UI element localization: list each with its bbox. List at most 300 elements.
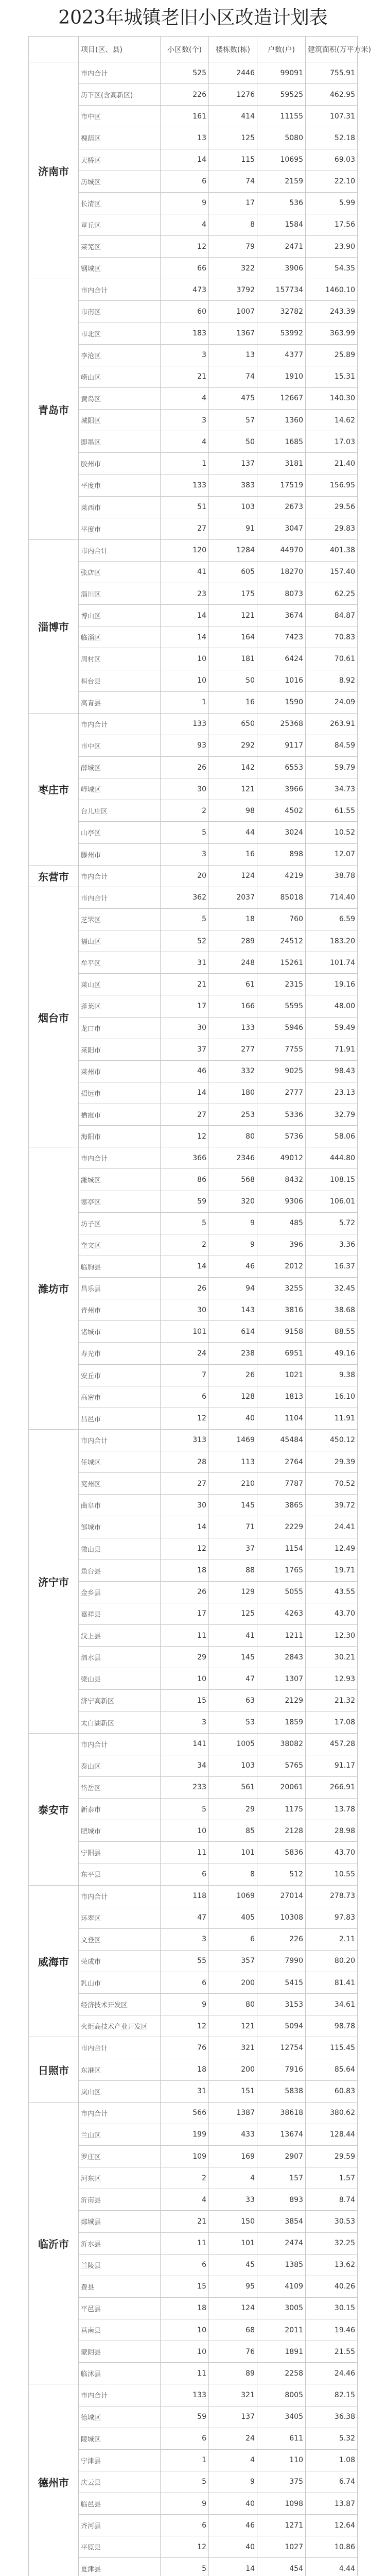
- buildings-cell: 63: [209, 1690, 257, 1711]
- residential-cell: 5: [161, 2558, 209, 2576]
- residential-cell: 14: [161, 1516, 209, 1538]
- residential-cell: 118: [161, 1885, 209, 1907]
- area-cell: 5.99: [306, 192, 358, 214]
- residential-cell: 41: [161, 561, 209, 583]
- buildings-cell: 40: [209, 2536, 257, 2558]
- buildings-cell: 129: [209, 1581, 257, 1603]
- district-name: 历下区(含高新区): [79, 84, 161, 106]
- residential-cell: 18: [161, 2059, 209, 2080]
- households-cell: 9158: [257, 1321, 306, 1343]
- district-name: 莱芜区: [79, 236, 161, 258]
- district-name: 招远市: [79, 1082, 161, 1104]
- residential-cell: 21: [161, 974, 209, 995]
- residential-cell: 525: [161, 62, 209, 84]
- district-name: 沂水县: [79, 2232, 161, 2254]
- buildings-cell: 125: [209, 127, 257, 149]
- district-name: 高密市: [79, 1386, 161, 1408]
- households-cell: 20061: [257, 1776, 306, 1798]
- residential-cell: 6: [161, 2254, 209, 2276]
- residential-cell: 7: [161, 1364, 209, 1386]
- buildings-cell: 121: [209, 778, 257, 800]
- buildings-cell: 46: [209, 1256, 257, 1277]
- residential-cell: 6: [161, 2428, 209, 2449]
- households-cell: 2673: [257, 496, 306, 518]
- area-cell: 59.49: [306, 1017, 358, 1039]
- buildings-cell: 561: [209, 1776, 257, 1798]
- households-cell: 1154: [257, 1538, 306, 1560]
- buildings-cell: 9: [209, 2471, 257, 2493]
- district-name: 宁阳县: [79, 1842, 161, 1863]
- households-cell: 6424: [257, 648, 306, 670]
- district-name: 高青县: [79, 691, 161, 713]
- buildings-cell: 18: [209, 908, 257, 930]
- header-households: 户数(户): [257, 37, 306, 62]
- area-cell: 157.40: [306, 561, 358, 583]
- table-row: [29, 2102, 358, 2124]
- buildings-cell: 253: [209, 1104, 257, 1126]
- area-cell: 80.20: [306, 1950, 358, 1972]
- residential-cell: 29: [161, 1647, 209, 1668]
- residential-cell: 11: [161, 2363, 209, 2384]
- table-row: [29, 1885, 358, 1907]
- residential-cell: 12: [161, 236, 209, 258]
- households-cell: 3854: [257, 2211, 306, 2232]
- residential-cell: 1: [161, 453, 209, 474]
- residential-cell: 6: [161, 1972, 209, 1994]
- area-cell: 8.92: [306, 670, 358, 691]
- district-name: 平原县: [79, 2536, 161, 2558]
- district-name: 新泰市: [79, 1799, 161, 1820]
- households-cell: 611: [257, 2428, 306, 2449]
- residential-cell: 9: [161, 2493, 209, 2515]
- residential-cell: 11: [161, 1842, 209, 1863]
- area-cell: 6.59: [306, 908, 358, 930]
- buildings-cell: 1284: [209, 539, 257, 561]
- residential-cell: 9: [161, 192, 209, 214]
- buildings-cell: 95: [209, 2276, 257, 2297]
- buildings-cell: 44: [209, 822, 257, 843]
- area-cell: 380.62: [306, 2102, 358, 2124]
- buildings-cell: 115: [209, 149, 257, 171]
- area-cell: 21.32: [306, 1690, 358, 1711]
- households-cell: 38082: [257, 1733, 306, 1755]
- households-cell: 1891: [257, 2341, 306, 2363]
- area-cell: 107.31: [306, 106, 358, 127]
- buildings-cell: 91: [209, 518, 257, 539]
- households-cell: 454: [257, 2558, 306, 2576]
- district-name: 河东区: [79, 2167, 161, 2189]
- city-name: 枣庄市: [29, 713, 79, 865]
- residential-cell: 55: [161, 1950, 209, 1972]
- buildings-cell: 166: [209, 995, 257, 1017]
- area-cell: 54.35: [306, 258, 358, 279]
- households-cell: 2011: [257, 2319, 306, 2341]
- district-name: 山亭区: [79, 822, 161, 843]
- area-cell: 457.28: [306, 1733, 358, 1755]
- buildings-cell: 137: [209, 453, 257, 474]
- households-cell: 1859: [257, 1711, 306, 1733]
- area-cell: 43.70: [306, 1842, 358, 1863]
- area-cell: 81.41: [306, 1972, 358, 1994]
- households-cell: 5765: [257, 1755, 306, 1776]
- district-name: 荣成市: [79, 1950, 161, 1972]
- plan-table: [28, 36, 371, 2576]
- district-name: 邹城市: [79, 1516, 161, 1538]
- area-cell: 38.68: [306, 1299, 358, 1321]
- area-cell: 1.08: [306, 2449, 358, 2471]
- area-cell: 19.16: [306, 974, 358, 995]
- buildings-cell: 210: [209, 1473, 257, 1495]
- district-name: 火炬高技术产业开发区: [79, 2015, 161, 2037]
- district-name: 齐河县: [79, 2515, 161, 2536]
- households-cell: 7787: [257, 1473, 306, 1495]
- city-name: 东营市: [29, 865, 79, 887]
- households-cell: 2474: [257, 2232, 306, 2254]
- residential-cell: 9: [161, 1994, 209, 2015]
- city-name: 临沂市: [29, 2102, 79, 2384]
- residential-cell: 14: [161, 149, 209, 171]
- residential-cell: 3: [161, 843, 209, 865]
- area-cell: 156.95: [306, 474, 358, 496]
- residential-cell: 20: [161, 865, 209, 887]
- area-cell: 106.01: [306, 1191, 358, 1212]
- buildings-cell: 121: [209, 2015, 257, 2037]
- area-cell: 278.73: [306, 1885, 358, 1907]
- district-name: 市内合计: [79, 1147, 161, 1169]
- district-name: 罗庄区: [79, 2146, 161, 2167]
- area-cell: 101.74: [306, 952, 358, 974]
- buildings-cell: 357: [209, 1950, 257, 1972]
- area-cell: 30.21: [306, 1647, 358, 1668]
- area-cell: 263.91: [306, 713, 358, 735]
- residential-cell: 14: [161, 626, 209, 648]
- residential-cell: 93: [161, 735, 209, 756]
- households-cell: 1910: [257, 366, 306, 387]
- buildings-cell: 145: [209, 1495, 257, 1516]
- header-buildings: 楼栋数(栋): [209, 37, 257, 62]
- buildings-cell: 6: [209, 1928, 257, 1950]
- district-name: 张店区: [79, 561, 161, 583]
- district-name: 李沧区: [79, 344, 161, 366]
- residential-cell: 11: [161, 2232, 209, 2254]
- households-cell: 2128: [257, 1820, 306, 1842]
- residential-cell: 4: [161, 2189, 209, 2211]
- area-cell: 17.56: [306, 214, 358, 235]
- area-cell: 38.78: [306, 865, 358, 887]
- households-cell: 9306: [257, 1191, 306, 1212]
- buildings-cell: 321: [209, 2384, 257, 2406]
- residential-cell: 566: [161, 2102, 209, 2124]
- area-cell: 11.91: [306, 1408, 358, 1429]
- households-cell: 3047: [257, 518, 306, 539]
- district-name: 历城区: [79, 171, 161, 192]
- households-cell: 11155: [257, 106, 306, 127]
- district-name: 市中区: [79, 106, 161, 127]
- households-cell: 4502: [257, 800, 306, 822]
- households-cell: 59525: [257, 84, 306, 106]
- buildings-cell: 605: [209, 561, 257, 583]
- buildings-cell: 17: [209, 192, 257, 214]
- residential-cell: 23: [161, 583, 209, 605]
- residential-cell: 2: [161, 2167, 209, 2189]
- district-name: 嘉祥县: [79, 1603, 161, 1624]
- households-cell: 38618: [257, 2102, 306, 2124]
- table-row: [29, 713, 358, 735]
- district-name: 青州市: [79, 1299, 161, 1321]
- households-cell: 3005: [257, 2297, 306, 2319]
- district-name: 滕州市: [79, 843, 161, 865]
- buildings-cell: 76: [209, 2341, 257, 2363]
- households-cell: 396: [257, 1234, 306, 1256]
- residential-cell: 24: [161, 1343, 209, 1364]
- buildings-cell: 248: [209, 952, 257, 974]
- area-cell: 70.83: [306, 626, 358, 648]
- district-name: 博山区: [79, 605, 161, 626]
- area-cell: 29.59: [306, 2146, 358, 2167]
- table-row: [29, 1147, 358, 1169]
- area-cell: 62.25: [306, 583, 358, 605]
- buildings-cell: 1276: [209, 84, 257, 106]
- buildings-cell: 1069: [209, 1885, 257, 1907]
- district-name: 莱阳市: [79, 1039, 161, 1060]
- households-cell: 5336: [257, 1104, 306, 1126]
- district-name: 平度市: [79, 474, 161, 496]
- households-cell: 898: [257, 843, 306, 865]
- buildings-cell: 41: [209, 1625, 257, 1647]
- households-cell: 1813: [257, 1386, 306, 1408]
- households-cell: 5838: [257, 2080, 306, 2102]
- residential-cell: 2: [161, 800, 209, 822]
- residential-cell: 161: [161, 106, 209, 127]
- residential-cell: 10: [161, 1820, 209, 1842]
- households-cell: 2777: [257, 1082, 306, 1104]
- households-cell: 5415: [257, 1972, 306, 1994]
- district-name: 东港区: [79, 2059, 161, 2080]
- area-cell: 12.64: [306, 2515, 358, 2536]
- district-name: 金乡县: [79, 1581, 161, 1603]
- area-cell: 25.89: [306, 344, 358, 366]
- residential-cell: 101: [161, 1321, 209, 1343]
- area-cell: 48.00: [306, 995, 358, 1017]
- header-area: 建筑面积(万平方米): [306, 37, 358, 62]
- residential-cell: 21: [161, 366, 209, 387]
- district-name: 牟平区: [79, 952, 161, 974]
- area-cell: 32.45: [306, 1278, 358, 1299]
- buildings-cell: 16: [209, 691, 257, 713]
- households-cell: 3906: [257, 258, 306, 279]
- buildings-cell: 8: [209, 214, 257, 235]
- residential-cell: 226: [161, 84, 209, 106]
- buildings-cell: 16: [209, 843, 257, 865]
- households-cell: 1685: [257, 431, 306, 453]
- residential-cell: 6: [161, 171, 209, 192]
- residential-cell: 76: [161, 2037, 209, 2059]
- households-cell: 5055: [257, 1581, 306, 1603]
- residential-cell: 4: [161, 387, 209, 409]
- households-cell: 27014: [257, 1885, 306, 1907]
- buildings-cell: 37: [209, 1538, 257, 1560]
- area-cell: 23.13: [306, 1082, 358, 1104]
- households-cell: 1175: [257, 1799, 306, 1820]
- households-cell: 15261: [257, 952, 306, 974]
- district-name: 市内合计: [79, 1429, 161, 1451]
- table-row: [29, 865, 358, 887]
- households-cell: 5946: [257, 1017, 306, 1039]
- households-cell: 10308: [257, 1907, 306, 1928]
- district-name: 平邑县: [79, 2297, 161, 2319]
- households-cell: 1385: [257, 2254, 306, 2276]
- area-cell: 49.16: [306, 1343, 358, 1364]
- buildings-cell: 124: [209, 2297, 257, 2319]
- buildings-cell: 79: [209, 236, 257, 258]
- households-cell: 5094: [257, 2015, 306, 2037]
- area-cell: 714.40: [306, 887, 358, 908]
- district-name: 市中区: [79, 735, 161, 756]
- area-cell: 58.06: [306, 1126, 358, 1147]
- buildings-cell: 475: [209, 387, 257, 409]
- area-cell: 29.39: [306, 1451, 358, 1473]
- area-cell: 23.90: [306, 236, 358, 258]
- district-name: 宁津县: [79, 2449, 161, 2471]
- city-name: 日照市: [29, 2037, 79, 2102]
- buildings-cell: 121: [209, 605, 257, 626]
- district-name: 天桥区: [79, 149, 161, 171]
- residential-cell: 10: [161, 2341, 209, 2363]
- table-row: [29, 2037, 358, 2059]
- buildings-cell: 94: [209, 1278, 257, 1299]
- buildings-cell: 145: [209, 1647, 257, 1668]
- residential-cell: 34: [161, 1755, 209, 1776]
- residential-cell: 15: [161, 1690, 209, 1711]
- residential-cell: 28: [161, 1451, 209, 1473]
- district-name: 昌乐县: [79, 1278, 161, 1299]
- residential-cell: 31: [161, 952, 209, 974]
- area-cell: 36.38: [306, 2406, 358, 2428]
- residential-cell: 26: [161, 1278, 209, 1299]
- area-cell: 444.80: [306, 1147, 358, 1169]
- header-residential: 小区数(个): [161, 37, 209, 62]
- district-name: 兖州区: [79, 1473, 161, 1495]
- households-cell: 8073: [257, 583, 306, 605]
- households-cell: 1211: [257, 1625, 306, 1647]
- area-cell: 17.08: [306, 1711, 358, 1733]
- households-cell: 99091: [257, 62, 306, 84]
- households-cell: 2764: [257, 1451, 306, 1473]
- residential-cell: 17: [161, 995, 209, 1017]
- district-name: 梁山县: [79, 1668, 161, 1690]
- households-cell: 25368: [257, 713, 306, 735]
- buildings-cell: 2446: [209, 62, 257, 84]
- district-name: 崂山区: [79, 366, 161, 387]
- residential-cell: 47: [161, 1907, 209, 1928]
- city-name: 济南市: [29, 62, 79, 279]
- area-cell: 71.91: [306, 1039, 358, 1060]
- residential-cell: 1: [161, 691, 209, 713]
- area-cell: 19.46: [306, 2319, 358, 2341]
- district-name: 市内合计: [79, 539, 161, 561]
- area-cell: 98.43: [306, 1060, 358, 1082]
- residential-cell: 86: [161, 1169, 209, 1191]
- page-title: 2023年城镇老旧小区改造计划表: [58, 7, 328, 28]
- residential-cell: 11: [161, 1625, 209, 1647]
- buildings-cell: 89: [209, 2363, 257, 2384]
- area-cell: 108.15: [306, 1169, 358, 1191]
- residential-cell: 6: [161, 2515, 209, 2536]
- district-name: 栖霞市: [79, 1104, 161, 1126]
- area-cell: 13.87: [306, 2493, 358, 2515]
- residential-cell: 13: [161, 127, 209, 149]
- buildings-cell: 98: [209, 800, 257, 822]
- households-cell: 85018: [257, 887, 306, 908]
- district-name: 芝罘区: [79, 908, 161, 930]
- district-name: 沂南县: [79, 2189, 161, 2211]
- buildings-cell: 85: [209, 1820, 257, 1842]
- district-name: 庆云县: [79, 2471, 161, 2493]
- buildings-cell: 383: [209, 474, 257, 496]
- table-row: [29, 1429, 358, 1451]
- households-cell: 32782: [257, 301, 306, 323]
- residential-cell: 233: [161, 1776, 209, 1798]
- area-cell: 6.74: [306, 2471, 358, 2493]
- district-name: 市内合计: [79, 1733, 161, 1755]
- district-name: 蓬莱区: [79, 995, 161, 1017]
- area-cell: 5.32: [306, 2428, 358, 2449]
- buildings-cell: 181: [209, 648, 257, 670]
- residential-cell: 31: [161, 2080, 209, 2102]
- area-cell: 243.39: [306, 301, 358, 323]
- households-cell: 10695: [257, 149, 306, 171]
- residential-cell: 1: [161, 2449, 209, 2471]
- residential-cell: 30: [161, 1299, 209, 1321]
- district-name: 福山区: [79, 930, 161, 952]
- households-cell: 12754: [257, 2037, 306, 2059]
- buildings-cell: 133: [209, 1017, 257, 1039]
- residential-cell: 14: [161, 605, 209, 626]
- district-name: 夏津县: [79, 2558, 161, 2576]
- households-cell: 7916: [257, 2059, 306, 2080]
- district-name: 太白湖新区: [79, 1711, 161, 1733]
- city-name: 德州市: [29, 2384, 79, 2576]
- district-name: 黄岛区: [79, 387, 161, 409]
- area-cell: 3.36: [306, 1234, 358, 1256]
- buildings-cell: 101: [209, 1842, 257, 1863]
- area-cell: 24.41: [306, 1516, 358, 1538]
- residential-cell: 4: [161, 214, 209, 235]
- district-name: 市内合计: [79, 2037, 161, 2059]
- residential-cell: 5: [161, 908, 209, 930]
- buildings-cell: 24: [209, 2428, 257, 2449]
- buildings-cell: 74: [209, 171, 257, 192]
- residential-cell: 133: [161, 2384, 209, 2406]
- district-name: 市内合计: [79, 713, 161, 735]
- households-cell: 2012: [257, 1256, 306, 1277]
- area-cell: 5.72: [306, 1212, 358, 1234]
- buildings-cell: 238: [209, 1343, 257, 1364]
- district-name: 兰山区: [79, 2124, 161, 2145]
- residential-cell: 366: [161, 1147, 209, 1169]
- buildings-cell: 3792: [209, 279, 257, 301]
- households-cell: 485: [257, 1212, 306, 1234]
- households-cell: 53992: [257, 323, 306, 344]
- area-cell: 40.26: [306, 2276, 358, 2297]
- buildings-cell: 113: [209, 1451, 257, 1473]
- district-name: 济宁高新区: [79, 1690, 161, 1711]
- district-name: 乳山市: [79, 1972, 161, 1994]
- area-cell: 24.46: [306, 2363, 358, 2384]
- district-name: 郯城县: [79, 2211, 161, 2232]
- buildings-cell: 137: [209, 2406, 257, 2428]
- buildings-cell: 13: [209, 344, 257, 366]
